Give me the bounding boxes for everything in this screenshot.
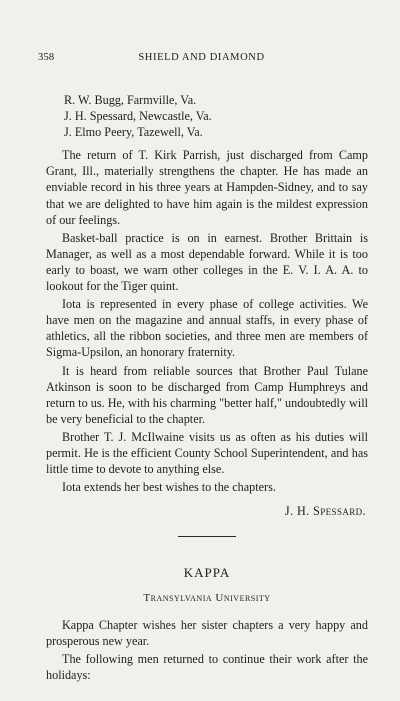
university-subheading: Transylvania University [143, 592, 271, 605]
paragraph-atkinson: It is heard from reliable sources that Brother Paul Tulane Atkinson is soon to be discharged from Camp Humphreys and return to us. He, with his charming "better half," undoubtedly will be very beneficial to the chapter. [46, 363, 368, 426]
paragraph-wishes: Iota extends her best wishes to the chapters. [62, 480, 276, 495]
page-content [46, 92, 368, 683]
chapter-heading: KAPPA [183, 565, 231, 581]
paragraph-kappa-greeting: Kappa Chapter wishes her sister chapters a very happy and prosperous new year. [46, 617, 368, 648]
member-entry: J. H. Spessard, Newcastle, Va. [64, 109, 212, 124]
running-title: SHIELD AND DIAMOND [138, 52, 265, 63]
paragraph-basketball: Basket-ball practice is on in earnest. Brother Brittain is Manager, as well as a most dependable forward. While it is too early to boast, we warn other colleges in the E. V. I. A. A. to lookout for the Tiger quint. [46, 230, 368, 294]
page-number: 358 [38, 52, 55, 63]
paragraph-parrish: The return of T. Kirk Parrish, just discharged from Camp Grant, Ill., materially strengthens the chapter. He has made an enviable record in his three years at Hampden-Sidney, and to say that we are delighted to have him again is the mildest expression of our feelings. [46, 148, 368, 227]
paragraph-kappa-returned: The following men returned to continue their work after the holidays: [46, 651, 368, 682]
page-header [38, 52, 365, 68]
kappa-section [46, 617, 368, 683]
member-entry: J. Elmo Peery, Tazewell, Va. [64, 125, 203, 140]
paragraph-activities: Iota is represented in every phase of college activities. We have men on the magazine and annual staffs, in every phase of athletics, all the ribbon societies, and three men are members of Sigma-Upsilon, an honorary fraternity. [46, 297, 368, 360]
member-entry: R. W. Bugg, Farmville, Va. [64, 93, 197, 107]
member-list [46, 92, 368, 140]
signature: J. H. Spessard. [284, 504, 366, 519]
paragraph-mcilwaine: Brother T. J. McIlwaine visits us as often as his duties will permit. He is the efficient County School Superintendent, and has little time to devote to anything else. [46, 429, 368, 477]
section-divider [178, 536, 236, 537]
